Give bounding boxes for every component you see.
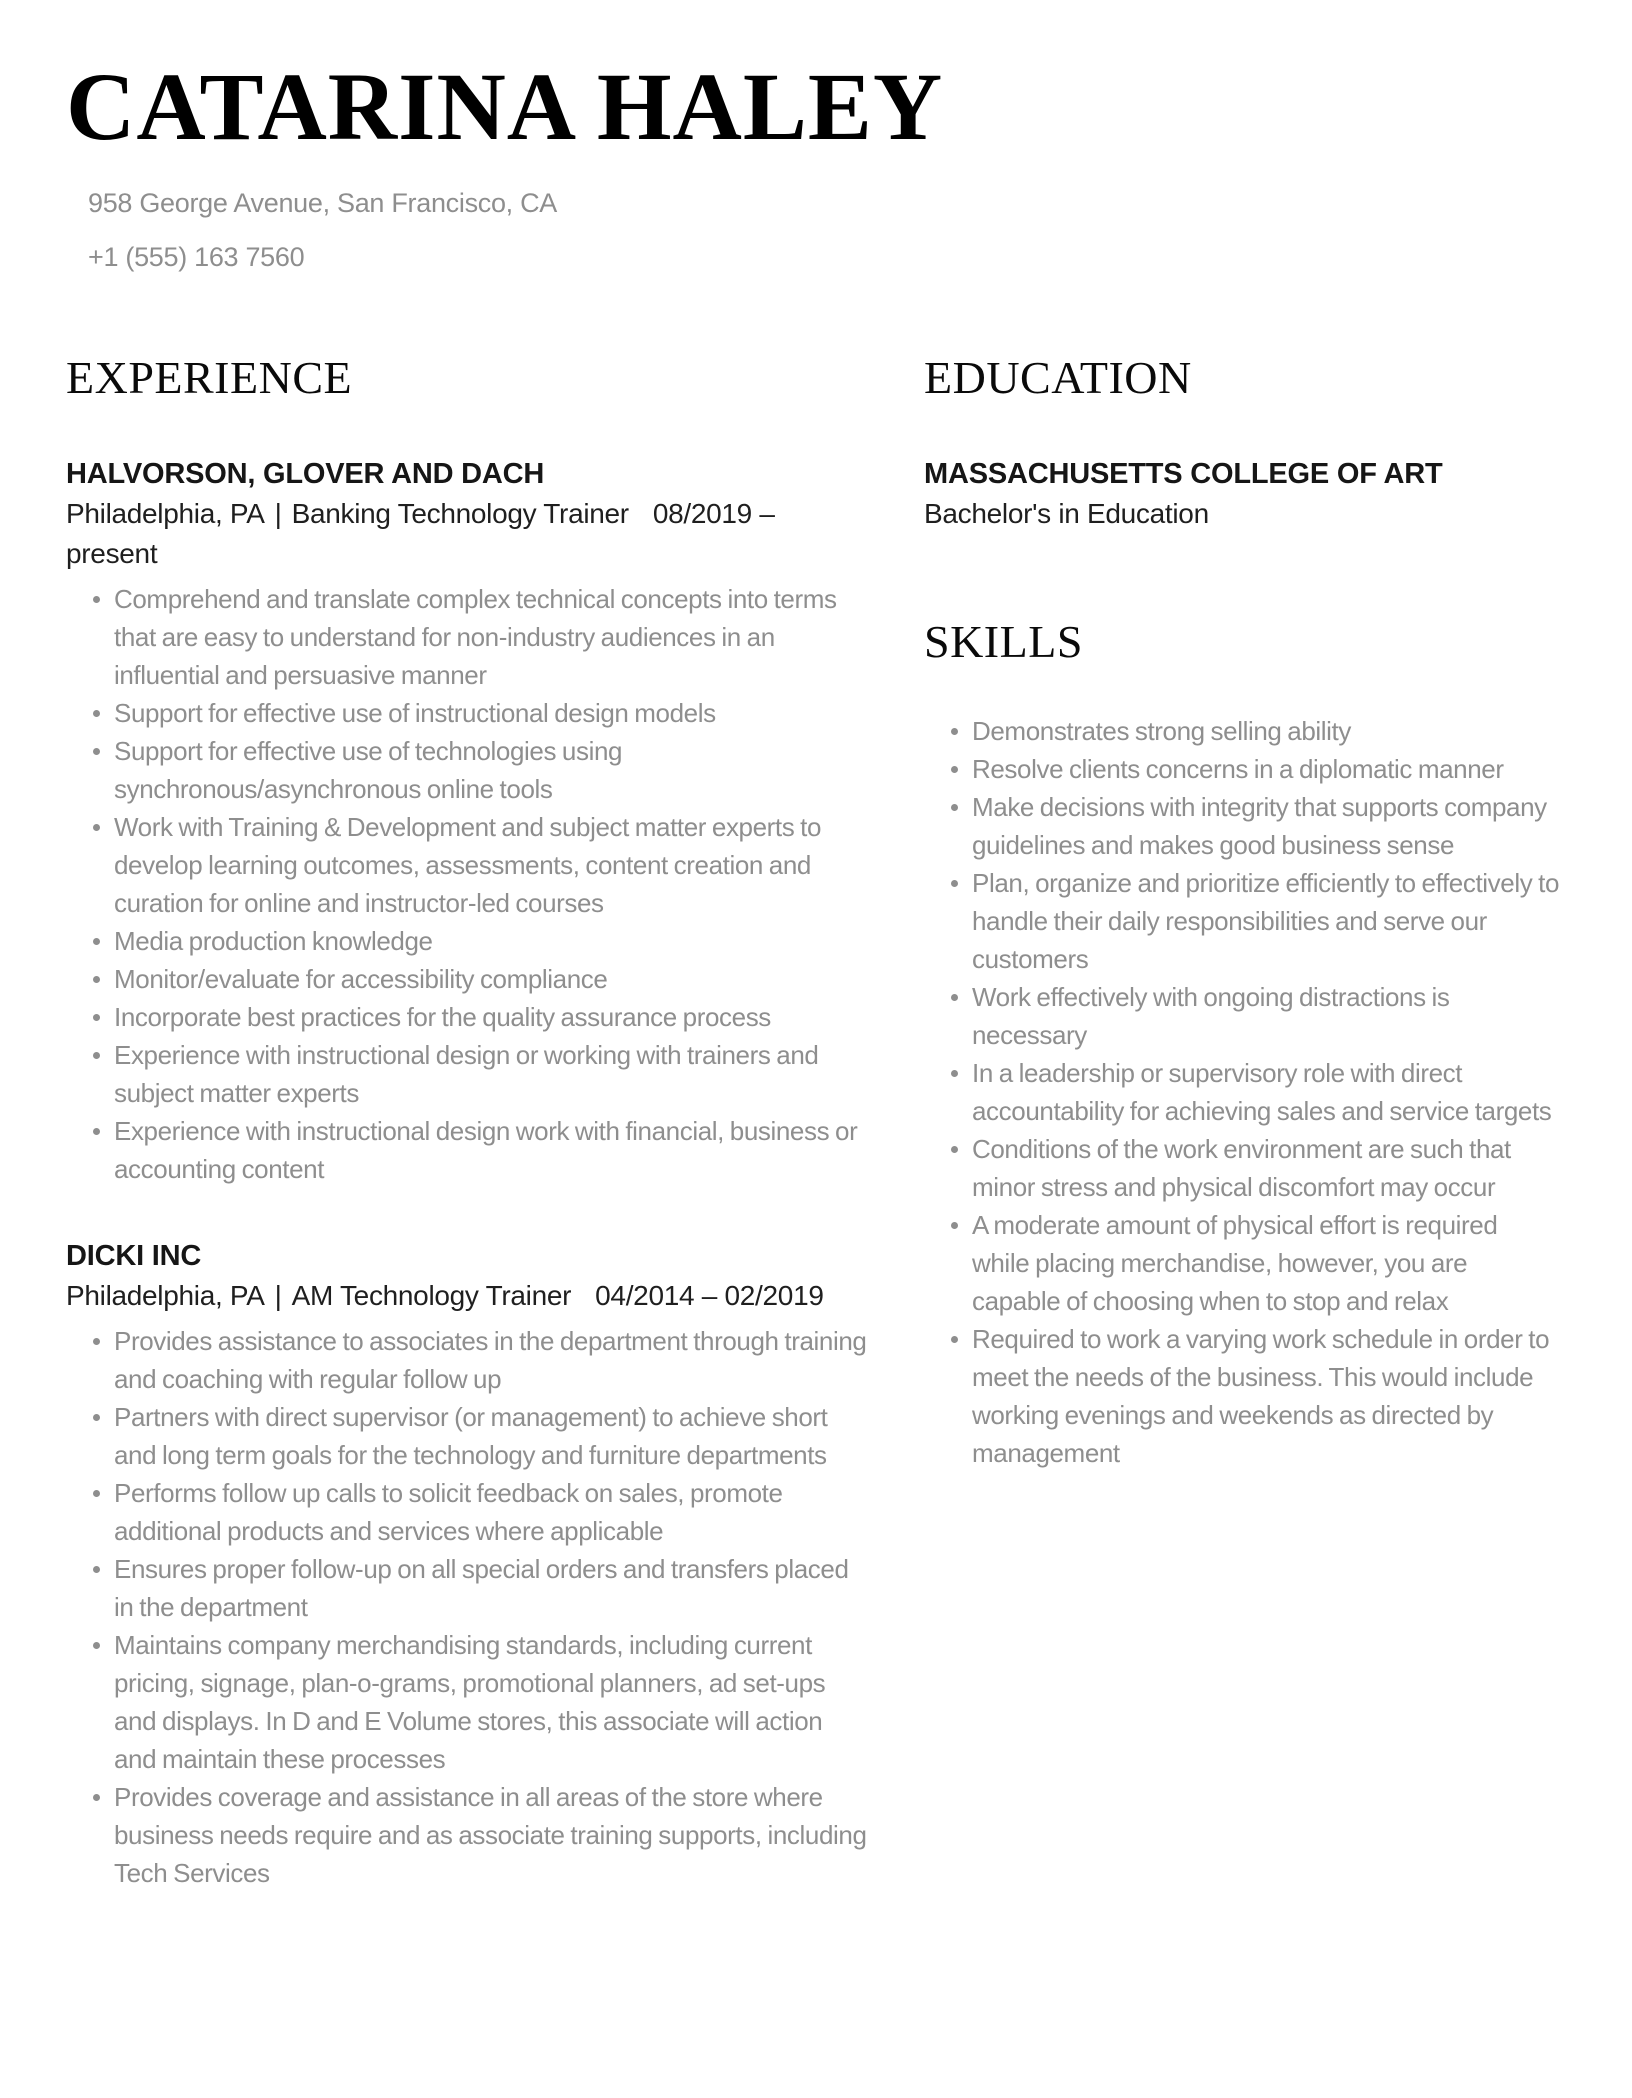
- bullet-item: Provides assistance to associates in the department through training and coaching with regular follow up: [66, 1322, 868, 1398]
- bullet-item: Demonstrates strong selling ability: [924, 712, 1560, 750]
- job-location: Philadelphia, PA: [66, 497, 265, 529]
- education-section-title: EDUCATION: [924, 351, 1192, 403]
- skills-section-title: SKILLS: [924, 615, 1083, 667]
- job-role: Banking Technology Trainer: [291, 497, 629, 529]
- degree: Bachelor's in Education: [924, 497, 1209, 529]
- bullet-item: Plan, organize and prioritize efficiently to effectively to handle their daily responsibilities and serve our customers: [924, 864, 1560, 978]
- job-dates: 08/2019 – present: [66, 497, 775, 569]
- job-role: AM Technology Trainer: [291, 1279, 572, 1311]
- bullet-item: A moderate amount of physical effort is required while placing merchandise, however, you are capable of choosing when to stop and relax: [924, 1206, 1560, 1320]
- bullet-item: Make decisions with integrity that supports company guidelines and makes good business sense: [924, 788, 1560, 864]
- job-separator: |: [274, 1279, 282, 1311]
- bullet-item: Required to work a varying work schedule in order to meet the needs of the business. This would include working evenings and weekends as directed by management: [924, 1320, 1560, 1472]
- section-education: [924, 351, 1560, 534]
- experience-section-title: EXPERIENCE: [66, 351, 353, 403]
- candidate-name: CATARINA HALEY: [66, 53, 944, 160]
- job-location: Philadelphia, PA: [66, 1279, 265, 1311]
- job-separator: |: [274, 497, 282, 529]
- job-bullet-list: [66, 580, 868, 1188]
- bullet-item: Experience with instructional design or working with trainers and subject matter experts: [66, 1036, 868, 1112]
- bullet-item: Incorporate best practices for the quality assurance process: [66, 998, 868, 1036]
- education-skills-column: [924, 351, 1560, 1892]
- bullet-item: Resolve clients concerns in a diplomatic manner: [924, 750, 1560, 788]
- bullet-item: Comprehend and translate complex technical concepts into terms that are easy to understand for non-industry audiences in an influential and persuasive manner: [66, 580, 868, 694]
- resume-header: [66, 53, 1560, 276]
- bullet-item: In a leadership or supervisory role with direct accountability for achieving sales and service targets: [924, 1054, 1560, 1130]
- job-dates: 04/2014 – 02/2019: [595, 1279, 824, 1311]
- company-name: DICKI INC: [66, 1239, 202, 1272]
- candidate-phone: +1 (555) 163 7560: [88, 241, 305, 272]
- job-meta: [66, 1276, 868, 1316]
- candidate-address: 958 George Avenue, San Francisco, CA: [88, 187, 557, 218]
- bullet-item: Work with Training & Development and subject matter experts to develop learning outcomes, assessments, content creation and curation for online and instructor-led courses: [66, 808, 868, 922]
- experience-column: [66, 351, 868, 1892]
- bullet-item: Performs follow up calls to solicit feedback on sales, promote additional products and services where applicable: [66, 1474, 868, 1550]
- school-name: MASSACHUSETTS COLLEGE OF ART: [924, 457, 1443, 490]
- education-entry: [924, 454, 1560, 534]
- section-experience: [66, 351, 868, 1892]
- bullet-item: Support for effective use of instructional design models: [66, 694, 868, 732]
- bullet-item: Conditions of the work environment are such that minor stress and physical discomfort may occur: [924, 1130, 1560, 1206]
- bullet-item: Partners with direct supervisor (or management) to achieve short and long term goals for the technology and furniture departments: [66, 1398, 868, 1474]
- resume-columns: [66, 351, 1560, 1892]
- bullet-item: Support for effective use of technologies using synchronous/asynchronous online tools: [66, 732, 868, 808]
- bullet-item: Work effectively with ongoing distractions is necessary: [924, 978, 1560, 1054]
- bullet-item: Ensures proper follow-up on all special orders and transfers placed in the department: [66, 1550, 868, 1626]
- job-bullet-list: [66, 1322, 868, 1892]
- bullet-item: Monitor/evaluate for accessibility compliance: [66, 960, 868, 998]
- bullet-item: Provides coverage and assistance in all areas of the store where business needs require and as associate training supports, including Tech Services: [66, 1778, 868, 1892]
- bullet-item: Media production knowledge: [66, 922, 868, 960]
- company-name: HALVORSON, GLOVER AND DACH: [66, 457, 545, 490]
- section-skills: [924, 615, 1560, 1472]
- job-entry-halvorson: [66, 454, 868, 1188]
- bullet-item: Maintains company merchandising standards, including current pricing, signage, plan-o-grams, promotional planners, ad set-ups and displays. In D and E Volume stores, this associate will action and maintain these processes: [66, 1626, 868, 1778]
- job-entry-dicki: [66, 1236, 868, 1892]
- job-meta: [66, 494, 868, 574]
- bullet-item: Experience with instructional design work with financial, business or accounting content: [66, 1112, 868, 1188]
- skills-bullet-list: [924, 712, 1560, 1472]
